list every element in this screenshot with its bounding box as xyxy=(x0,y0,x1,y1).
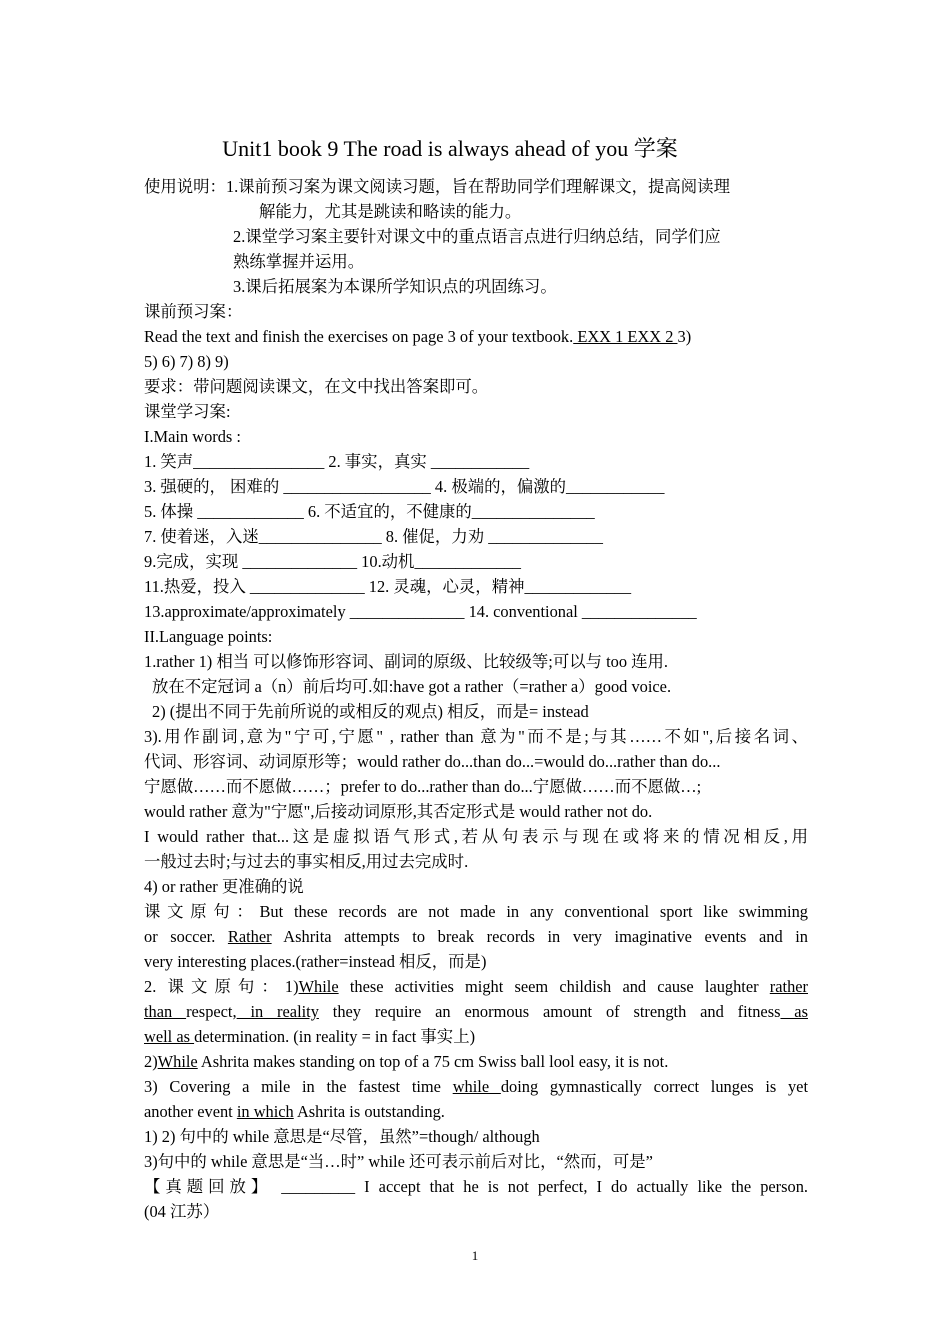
page-title: Unit1 book 9 The road is always ahead of you 学案 xyxy=(222,136,678,161)
sentence-line-6 xyxy=(144,1025,808,1049)
page-number: 1 xyxy=(471,1248,479,1263)
point-line-9: 一般过去时;与过去的事实相反,用过去完成时. xyxy=(144,852,469,871)
text-segment: these activities might seem childish and cause laughter xyxy=(338,977,770,996)
classroom-heading: 课堂学习案: xyxy=(144,402,231,421)
sentence-line-3: very interesting places.(rather=instead 相反，而是) xyxy=(144,952,487,971)
sentence-line-11: 3)句中的 while 意思是“当…时” while 还可表示前后对比，“然而，可是” xyxy=(144,1152,653,1171)
point-line-6: 宁愿做……而不愿做……；prefer to do...rather than do...宁愿做……而不愿做…; xyxy=(144,777,702,796)
sentence-line-4 xyxy=(144,975,808,999)
usage-line-4: 熟练掌握并运用。 xyxy=(233,252,365,271)
exam-review-label: 【真题回放】 xyxy=(144,1177,282,1196)
usage-line-3: 2.课堂学习案主要针对课文中的重点语言点进行归纳总结，同学们应 xyxy=(233,227,721,246)
underlined-than: than xyxy=(144,1002,187,1021)
language-points-heading: II.Language points: xyxy=(144,627,273,646)
text-segment: Ashrita attempts to break records in very imaginative events and in xyxy=(271,927,808,946)
text-segment: doing gymnastically correct lunges is yet xyxy=(500,1077,809,1096)
preview-text: Read the text and finish the exercises on page 3 of your textbook. xyxy=(144,327,574,346)
exam-review-line xyxy=(144,1175,808,1199)
preview-requirement: 要求：带问题阅读课文，在文中找出答案即可。 xyxy=(144,377,489,396)
usage-line-1: 使用说明：1.课前预习案为课文阅读习题，旨在帮助同学们理解课文，提高阅读理 xyxy=(144,177,730,196)
text-segment: or soccer. xyxy=(144,927,228,946)
text-segment: 2) xyxy=(144,1052,158,1071)
point-line-5: 代词、形容词、动词原形等；would rather do...than do...=would do...rather than do... xyxy=(144,752,721,771)
sentence-line-1: 课文原句：But these records are not made in any conventional sport like swimming xyxy=(144,902,808,921)
sentence-line-2 xyxy=(144,925,808,949)
point-line-1: 1.rather 1) 相当 可以修饰形容词、副词的原级、比较级等;可以与 too 连用. xyxy=(144,652,669,671)
usage-line-5: 3.课后拓展案为本课所学知识点的巩固练习。 xyxy=(233,277,557,296)
underlined-as: as xyxy=(780,1002,808,1021)
underlined-while: While xyxy=(157,1052,198,1071)
word-line-3: 5. 体操 _____________ 6. 不适宜的，不健康的_______________ xyxy=(144,502,595,521)
main-words-heading: I.Main words : xyxy=(144,427,241,446)
word-line-6: 11.热爱，投入 ______________ 12. 灵魂，心灵，精神_____________ xyxy=(144,577,632,596)
underlined-rather: rather xyxy=(769,977,808,996)
underlined-well-as: well as xyxy=(144,1027,195,1046)
sentence-line-5 xyxy=(144,1000,808,1024)
point-line-7: would rather 意为"宁愿",后接动词原形,其否定形式是 would rather not do. xyxy=(144,802,653,821)
point-line-4: 3).用作副词,意为"宁可,宁愿" , rather than 意为"而不是;与其……不如",后接名词、 xyxy=(144,727,808,746)
point-line-10: 4) or rather 更准确的说 xyxy=(144,877,304,896)
text-segment: determination. (in reality = in fact 事实上) xyxy=(194,1027,476,1046)
point-line-8: I would rather that...这是虚拟语气形式,若从句表示与现在或将来的情况相反,用 xyxy=(144,827,808,846)
text-segment: respect, xyxy=(186,1002,237,1021)
usage-line-2: 解能力，尤其是跳读和略读的能力。 xyxy=(259,202,522,221)
sentence-line-8 xyxy=(144,1075,808,1099)
point-line-2: 放在不定冠词 a（n）前后均可.如:have got a rather（=rather a）good voice. xyxy=(152,677,672,696)
word-line-1: 1. 笑声________________ 2. 事实，真实 ____________ xyxy=(144,452,530,471)
exam-source: (04 江苏） xyxy=(144,1202,220,1221)
point-line-3: 2) (提出不同于先前所说的或相反的观点) 相反，而是= instead xyxy=(152,702,589,721)
text-segment: I accept that he is not perfect, I do actually like the person. xyxy=(355,1177,808,1196)
underlined-while: While xyxy=(298,977,339,996)
word-line-7: 13.approximate/approximately ______________ 14. conventional ______________ xyxy=(144,602,697,621)
word-line-2: 3. 强硬的， 困难的 __________________ 4. 极端的，偏激的____________ xyxy=(144,477,665,496)
sentence-line-7 xyxy=(144,1050,808,1074)
preview-line-2: 5) 6) 7) 8) 9) xyxy=(144,352,229,371)
word-line-4: 7. 使着迷，入迷_______________ 8. 催促，力劝 ______________ xyxy=(144,527,603,546)
underlined-rather: Rather xyxy=(227,927,272,946)
sentence-line-9 xyxy=(144,1100,808,1124)
preview-heading: 课前预习案： xyxy=(144,302,243,321)
text-segment: 3) Covering a mile in the fastest time xyxy=(144,1077,453,1096)
preview-line-1 xyxy=(144,325,808,349)
text-segment: Ashrita makes standing on top of a 75 cm Swiss ball lool easy, it is not. xyxy=(197,1052,669,1071)
underlined-in-which: in which xyxy=(236,1102,294,1121)
underlined-while: while xyxy=(452,1077,501,1096)
text-segment: they require an enormous amount of strength and fitness xyxy=(318,1002,781,1021)
answer-blank: _________ xyxy=(281,1177,356,1196)
sentence-line-10: 1) 2) 句中的 while 意思是“尽管，虽然”=though/ although xyxy=(144,1127,540,1146)
underlined-in-reality: in reality xyxy=(236,1002,319,1021)
text-segment: Ashrita is outstanding. xyxy=(293,1102,445,1121)
preview-extra: 3) xyxy=(677,327,692,346)
preview-exercises: EXX 1 EXX 2 xyxy=(573,327,678,346)
text-segment: 2. 课文原句：1) xyxy=(144,977,299,996)
word-line-5: 9.完成，实现 ______________ 10.动机_____________ xyxy=(144,552,521,571)
text-segment: another event xyxy=(144,1102,237,1121)
